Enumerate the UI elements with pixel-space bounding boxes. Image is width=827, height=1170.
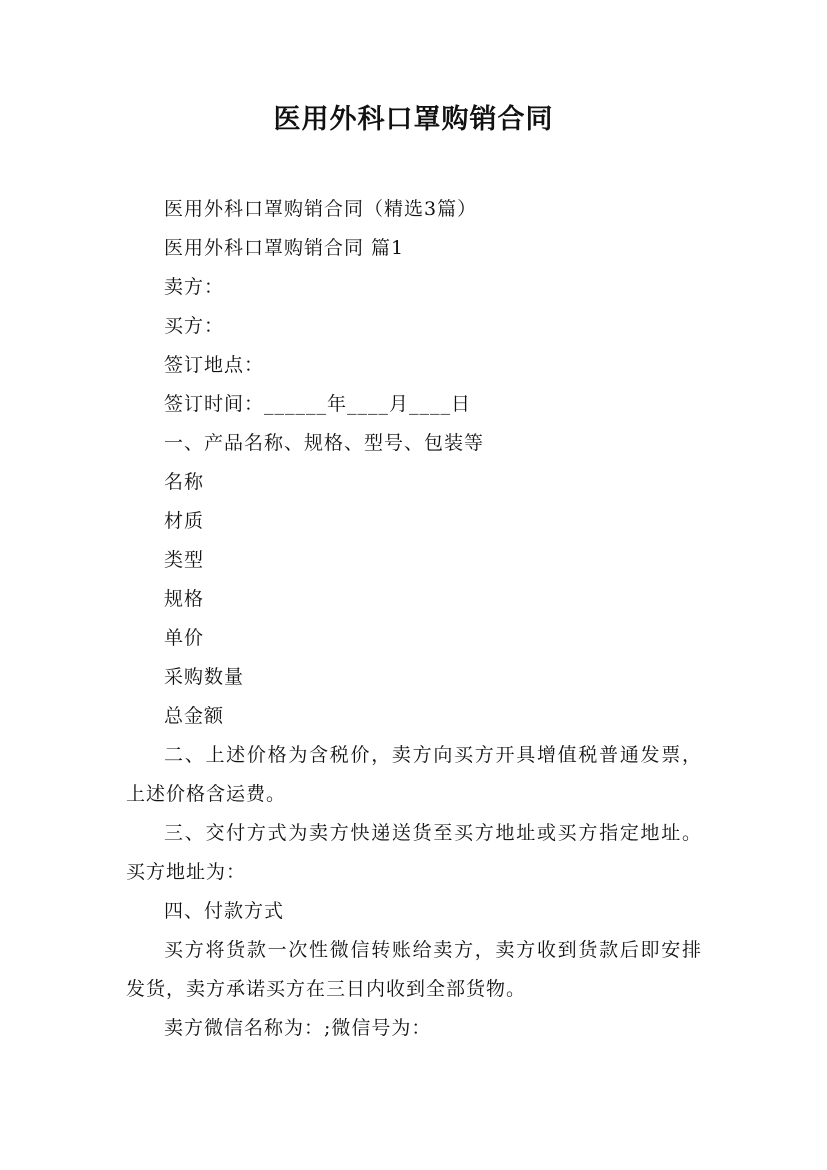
clause-3: 三、交付方式为卖方快递送货至买方地址或买方指定地址。买方地址为： xyxy=(126,822,702,883)
field-material: 材质 xyxy=(164,510,205,532)
clause-4-heading: 四、付款方式 xyxy=(164,900,285,922)
clause-1-heading: 一、产品名称、规格、型号、包装等 xyxy=(164,432,485,454)
field-name: 名称 xyxy=(164,471,205,493)
signing-date-line: 签订时间：______年____月____日 xyxy=(164,393,472,415)
seller-line: 卖方： xyxy=(164,276,225,298)
clause-4-body: 买方将货款一次性微信转账给卖方，卖方收到货款后即安排发货，卖方承诺买方在三日内收到全部货物。 xyxy=(126,939,702,1000)
seller-wechat-line: 卖方微信名称为：;微信号为： xyxy=(164,1017,432,1039)
field-quantity: 采购数量 xyxy=(164,666,245,688)
signing-place-line: 签订地点： xyxy=(164,354,265,376)
field-unit-price: 单价 xyxy=(164,627,205,649)
field-type: 类型 xyxy=(164,549,205,571)
document-title: 医用外科口罩购销合同 xyxy=(273,104,554,135)
field-total: 总金额 xyxy=(164,705,225,727)
buyer-line: 买方： xyxy=(164,315,225,337)
field-spec: 规格 xyxy=(164,588,205,610)
subtitle-paragraph: 医用外科口罩购销合同（精选3篇） xyxy=(164,198,478,220)
clause-2: 二、上述价格为含税价，卖方向买方开具增值税普通发票，上述价格含运费。 xyxy=(126,744,702,805)
section-heading: 医用外科口罩购销合同 篇1 xyxy=(164,237,405,259)
document-body xyxy=(126,190,702,1048)
